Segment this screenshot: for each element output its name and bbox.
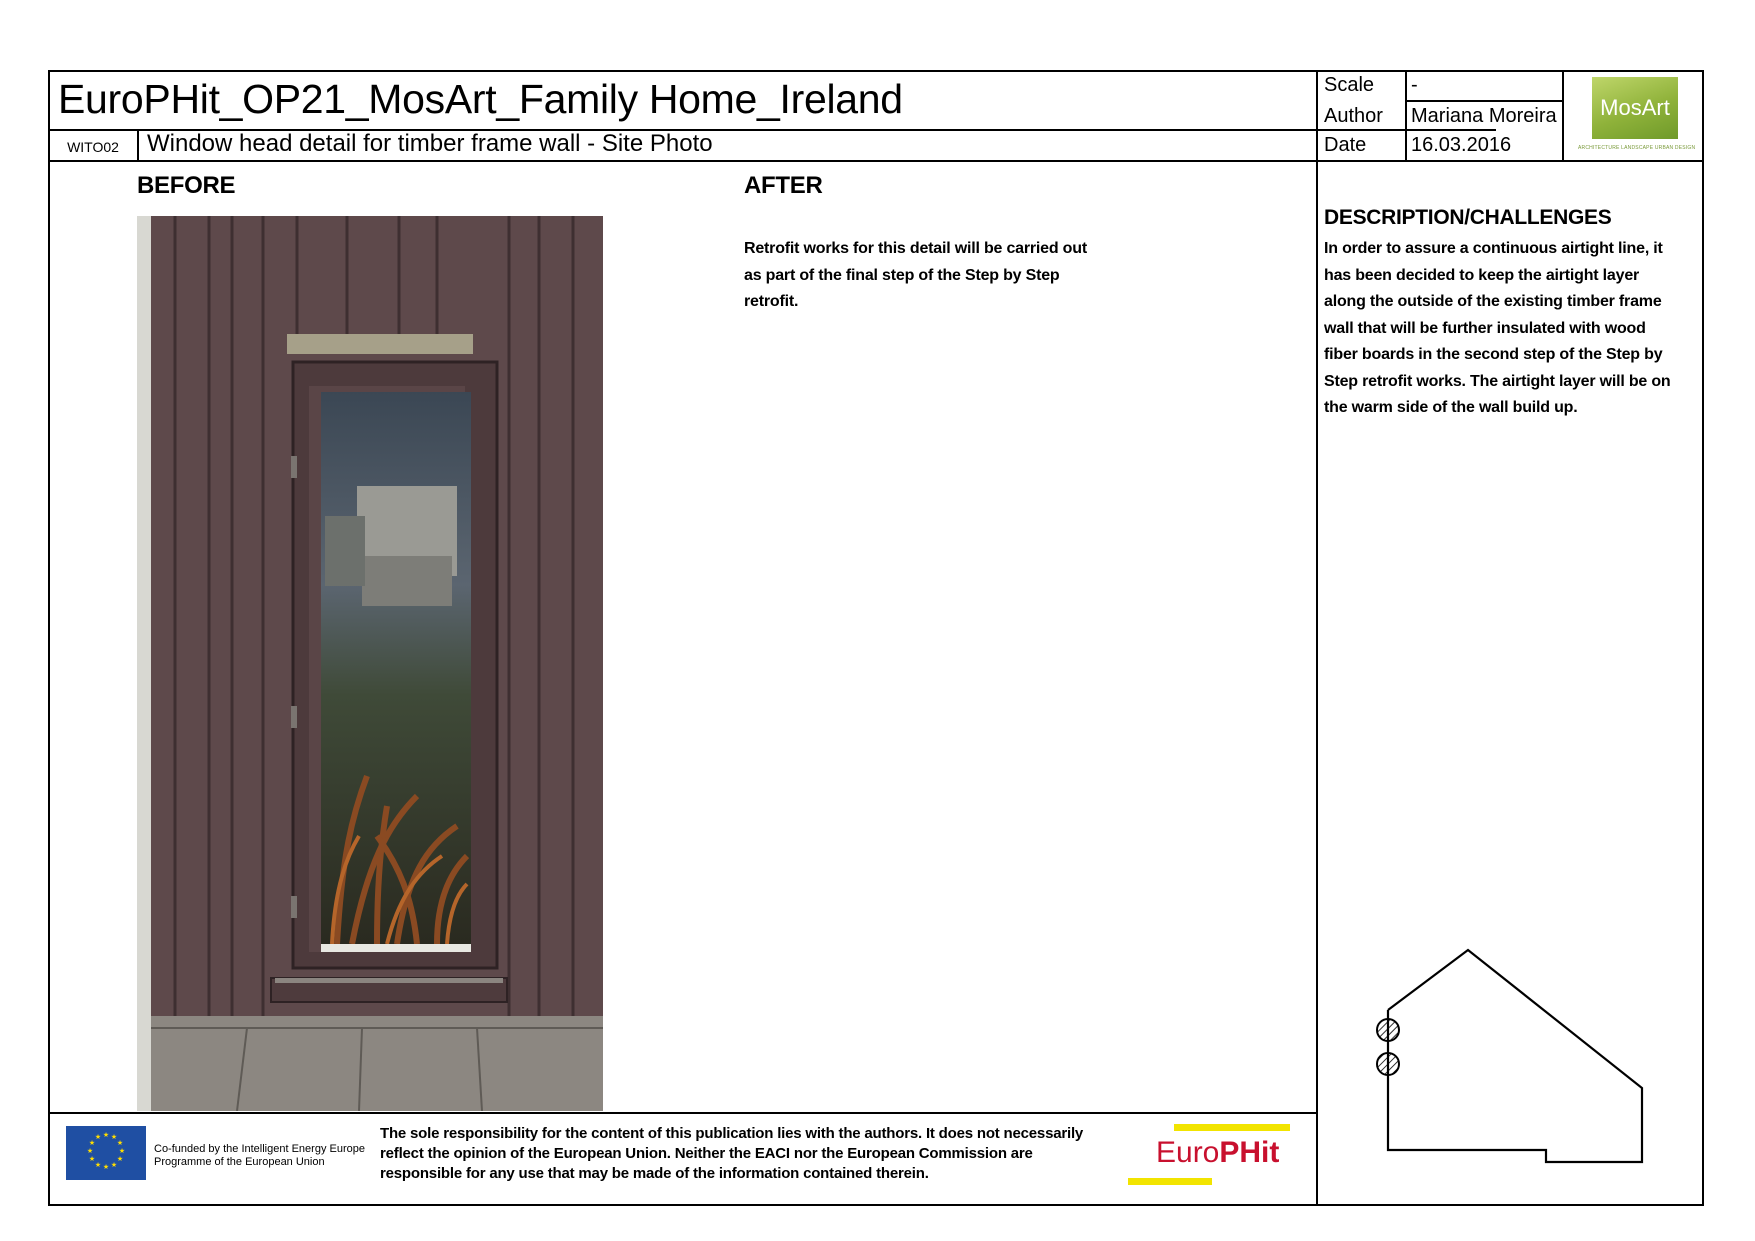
drawing-code: WITO02 (67, 139, 119, 155)
after-text-line: Retrofit works for this detail will be carried out (744, 240, 1087, 257)
eu-caption-line: Programme of the European Union (154, 1156, 325, 1168)
window-photo-illustration (137, 216, 603, 1111)
after-heading: AFTER (744, 172, 823, 199)
house-outline (1388, 950, 1642, 1162)
description-line: wall that will be further insulated with wood (1324, 319, 1646, 337)
europhit-suffix: PHit (1219, 1136, 1280, 1169)
europhit-logo (1128, 1120, 1296, 1190)
svg-text:★: ★ (94, 1133, 102, 1141)
svg-text:★: ★ (88, 1139, 96, 1147)
after-text-line: as part of the final step of the Step by Step (744, 266, 1060, 284)
after-text (744, 236, 1144, 316)
europhit-bar-top (1174, 1124, 1290, 1131)
description-line: fiber boards in the second step of the Step by (1324, 346, 1663, 363)
mosart-logo: MosArt (1592, 77, 1678, 139)
svg-text:★: ★ (88, 1155, 96, 1163)
svg-text:★: ★ (118, 1147, 126, 1155)
site-photo (137, 216, 603, 1111)
before-heading: BEFORE (137, 172, 236, 199)
scale-value: - (1411, 74, 1418, 96)
svg-text:★: ★ (86, 1147, 94, 1155)
europhit-wordmark (1156, 1136, 1279, 1170)
date-value: 16.03.2016 (1411, 134, 1512, 156)
svg-text:★: ★ (102, 1131, 110, 1139)
footer-divider (48, 1112, 1316, 1114)
eu-caption-line: Co-funded by the Intelligent Energy Europe (154, 1143, 365, 1155)
document-title: EuroPHit_OP21_MosArt_Family Home_Ireland (58, 76, 903, 122)
description-heading: DESCRIPTION/CHALLENGES (1324, 206, 1612, 229)
date-label: Date (1324, 134, 1367, 156)
meta-row-divider (1405, 100, 1562, 102)
after-text-line: retrofit. (744, 293, 799, 310)
disclaimer-line: reflect the opinion of the European Union. Neither the EACI nor the European Commission are (380, 1145, 1033, 1162)
description-line: along the outside of the existing timber frame (1324, 293, 1662, 310)
mosart-tagline: ARCHITECTURE LANDSCAPE URBAN DESIGN (1578, 145, 1696, 151)
description-text (1324, 236, 1702, 422)
svg-text:★: ★ (116, 1155, 124, 1163)
eu-caption (154, 1143, 365, 1169)
europhit-bar-bottom (1128, 1178, 1212, 1185)
detail-marker-upper (1377, 1019, 1399, 1041)
house-section-key-diagram (1370, 940, 1660, 1170)
svg-text:★: ★ (94, 1161, 102, 1169)
detail-marker-lower (1377, 1053, 1399, 1075)
drawing-subtitle: Window head detail for timber frame wall - Site Photo (147, 130, 713, 157)
logo-divider (1562, 70, 1564, 161)
svg-text:★: ★ (110, 1133, 118, 1141)
sidebar-divider (1316, 70, 1318, 1206)
scale-label: Scale (1324, 74, 1375, 96)
description-line: the warm side of the wall build up. (1324, 399, 1578, 416)
svg-text:★: ★ (116, 1139, 124, 1147)
description-line: Step retrofit works. The airtight layer will be on (1324, 372, 1671, 390)
eu-flag-logo (66, 1126, 146, 1180)
author-value: Mariana Moreira (1411, 105, 1557, 127)
author-label: Author (1324, 105, 1383, 127)
europhit-prefix: Euro (1156, 1136, 1220, 1169)
meta-col-divider (1405, 70, 1407, 161)
disclaimer-line: The sole responsibility for the content of this publication lies with the authors. It does not necessarily (380, 1125, 1084, 1142)
description-line: In order to assure a continuous airtight line, it (1324, 240, 1663, 257)
code-divider (137, 130, 139, 161)
svg-text:★: ★ (102, 1163, 110, 1171)
svg-text:★: ★ (110, 1161, 118, 1169)
eu-stars-icon (66, 1126, 146, 1180)
disclaimer-line: responsible for any use that may be made of the information contained therein. (380, 1165, 929, 1182)
description-line: has been decided to keep the airtight layer (1324, 266, 1640, 284)
header-bottom-divider (48, 160, 1704, 162)
disclaimer (380, 1124, 1120, 1184)
